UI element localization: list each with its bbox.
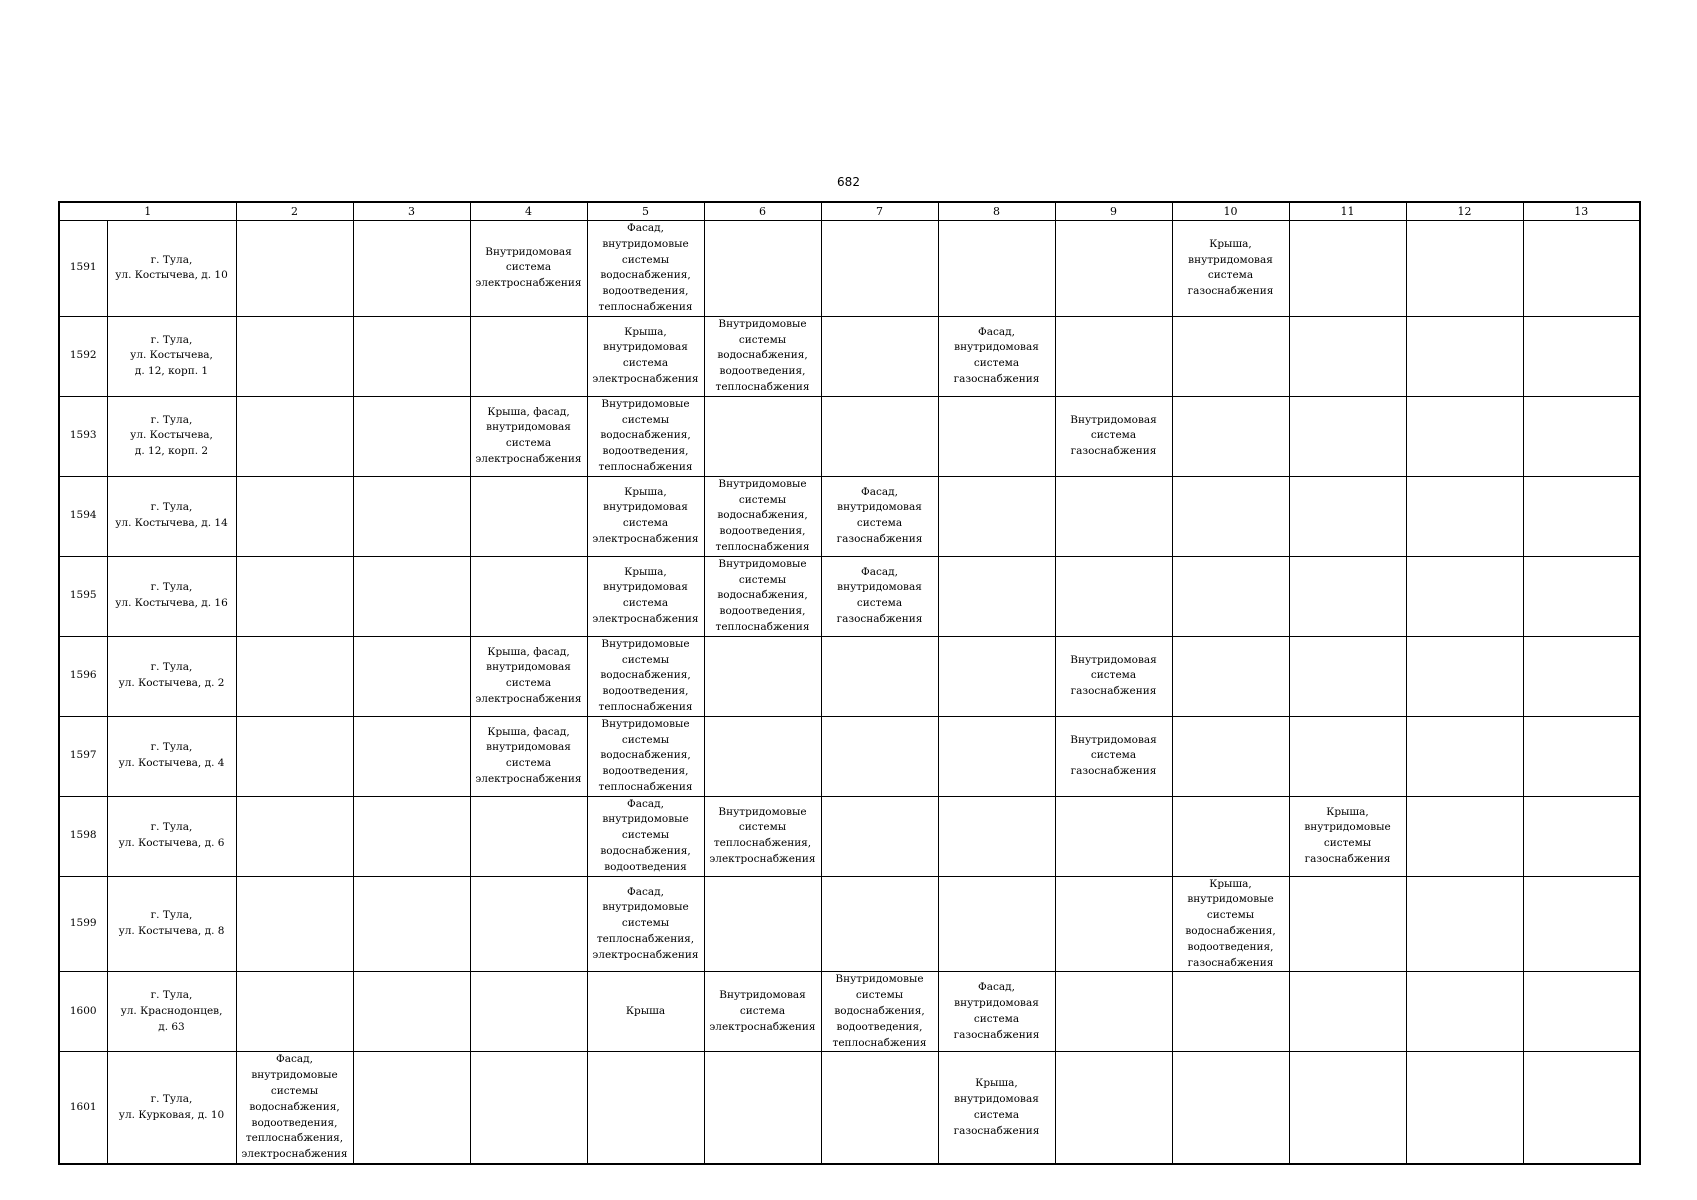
table-header [59,202,1640,221]
col-10-cell-text: Крыша, внутридомовая система газоснабжения [1187,237,1274,298]
header-col-8: 8 [938,202,1055,221]
header-col-3: 3 [353,202,470,221]
col-12-cell [1406,716,1523,796]
table-row [59,396,1640,476]
col-13-cell [1523,796,1640,876]
col-11-cell [1289,556,1406,636]
col-2-cell [236,1052,353,1164]
address-cell-text: г. Тула, ул. Костычева, д. 12, корп. 1 [130,333,213,378]
table-row [59,796,1640,876]
col-8-cell [938,972,1055,1052]
header-col-5: 5 [587,202,704,221]
col-3-cell [353,316,470,396]
row-number [59,556,107,636]
col-8-cell [938,316,1055,396]
col-10-cell-text: Крыша, внутридомовые системы водоснабжения, водоотведения, газоснабжения [1185,877,1276,969]
row-number-text: 1600 [69,1005,97,1018]
col-5-cell [587,316,704,396]
col-5-cell-text: Крыша, внутридомовая система электроснабжения [592,325,699,386]
col-9-cell [1055,396,1172,476]
col-7-cell [821,1052,938,1164]
col-3-cell [353,796,470,876]
col-6-cell [704,316,821,396]
col-5-cell [587,796,704,876]
col-8-cell [938,716,1055,796]
address-cell [107,876,236,972]
col-5-cell-text: Внутридомовые системы водоснабжения, водоотведения, теплоснабжения [598,397,693,473]
col-5-cell-text: Фасад, внутридомовые системы теплоснабжения, электроснабжения [592,885,699,961]
col-6-cell [704,636,821,716]
row-number-text: 1591 [69,261,97,274]
row-number-text: 1596 [69,669,97,682]
col-6-cell [704,876,821,972]
col-4-cell [470,972,587,1052]
col-9-cell [1055,556,1172,636]
col-7-cell [821,476,938,556]
row-number [59,972,107,1052]
row-number [59,876,107,972]
header-col-10: 10 [1172,202,1289,221]
col-5-cell [587,396,704,476]
col-8-cell [938,396,1055,476]
col-10-cell [1172,972,1289,1052]
col-4-cell [470,796,587,876]
address-cell-text: г. Тула, ул. Костычева, д. 14 [115,501,228,530]
address-cell-text: г. Тула, ул. Костычева, д. 4 [118,741,225,770]
col-6-cell [704,716,821,796]
col-5-cell [587,221,704,317]
col-7-cell [821,316,938,396]
col-3-cell [353,1052,470,1164]
col-2-cell [236,316,353,396]
row-number [59,716,107,796]
col-7-cell-text: Фасад, внутридомовая система газоснабжения [836,565,923,626]
col-10-cell [1172,1052,1289,1164]
col-13-cell [1523,316,1640,396]
col-7-cell [821,972,938,1052]
col-10-cell [1172,876,1289,972]
address-cell [107,316,236,396]
row-number-text: 1601 [69,1100,97,1113]
col-5-cell-text: Крыша, внутридомовая система электроснабжения [592,485,699,546]
header-col-12: 12 [1406,202,1523,221]
col-6-cell-text: Внутридомовая система электроснабжения [709,989,816,1033]
row-number-text: 1593 [69,429,97,442]
col-5-cell [587,876,704,972]
col-5-cell-text: Внутридомовые системы водоснабжения, водоотведения, теплоснабжения [598,637,693,713]
address-cell-text: г. Тула, ул. Курковая, д. 10 [118,1092,225,1121]
col-12-cell [1406,972,1523,1052]
col-5-cell [587,556,704,636]
col-10-cell [1172,716,1289,796]
col-11-cell [1289,1052,1406,1164]
col-9-cell [1055,316,1172,396]
col-7-cell [821,396,938,476]
col-3-cell [353,221,470,317]
col-6-cell-text: Внутридомовые системы водоснабжения, водоотведения, теплоснабжения [715,317,810,393]
col-2-cell [236,876,353,972]
col-6-cell-text: Внутридомовые системы теплоснабжения, электроснабжения [709,805,816,865]
col-12-cell [1406,556,1523,636]
col-4-cell [470,396,587,476]
row-number-text: 1597 [69,749,97,762]
table-row [59,876,1640,972]
header-col-9: 9 [1055,202,1172,221]
col-11-cell [1289,972,1406,1052]
col-13-cell [1523,1052,1640,1164]
col-6-cell [704,796,821,876]
col-12-cell [1406,1052,1523,1164]
col-11-cell [1289,396,1406,476]
address-cell [107,796,236,876]
col-6-cell [704,396,821,476]
header-col-2: 2 [236,202,353,221]
address-cell-text: г. Тула, ул. Костычева, д. 8 [118,909,225,938]
col-7-cell [821,716,938,796]
header-col-1: 1 [59,202,236,221]
table-row [59,476,1640,556]
col-5-cell-text: Фасад, внутридомовые системы водоснабжения, водоотведения, теплоснабжения [598,222,693,313]
col-2-cell [236,972,353,1052]
col-6-cell [704,476,821,556]
col-4-cell-text: Крыша, фасад, внутридомовая система электроснабжения [475,645,582,705]
col-9-cell-text: Внутридомовая система газоснабжения [1070,733,1157,778]
col-9-cell [1055,972,1172,1052]
table-row [59,972,1640,1052]
col-8-cell-text: Крыша, внутридомовая система газоснабжения [953,1077,1040,1137]
col-8-cell [938,636,1055,716]
col-4-cell [470,876,587,972]
col-3-cell [353,636,470,716]
table-row [59,716,1640,796]
col-11-cell [1289,221,1406,317]
col-2-cell-text: Фасад, внутридомовые системы водоснабжения, водоотведения, теплоснабжения, электроснабжения [241,1053,348,1161]
col-2-cell [236,476,353,556]
col-6-cell [704,556,821,636]
col-3-cell [353,556,470,636]
address-cell-text: г. Тула, ул. Костычева, д. 2 [118,661,225,690]
col-6-cell-text: Внутридомовые системы водоснабжения, водоотведения, теплоснабжения [715,477,810,553]
col-4-cell [470,636,587,716]
col-12-cell [1406,396,1523,476]
col-6-cell [704,221,821,317]
col-13-cell [1523,876,1640,972]
address-cell [107,556,236,636]
address-cell-text: г. Тула, ул. Костычева, д. 16 [115,581,228,610]
col-3-cell [353,396,470,476]
row-number [59,396,107,476]
col-12-cell [1406,796,1523,876]
page-number: 682 [837,175,860,189]
address-cell-text: г. Тула, ул. Костычева, д. 6 [118,821,225,850]
col-5-cell-text: Фасад, внутридомовые системы водоснабжения, водоотведения [600,797,691,873]
address-cell [107,396,236,476]
col-2-cell [236,556,353,636]
col-10-cell [1172,221,1289,317]
col-8-cell [938,876,1055,972]
col-7-cell [821,876,938,972]
address-cell-text: г. Тула, ул. Костычева, д. 10 [115,253,228,282]
col-5-cell-text: Внутридомовые системы водоснабжения, водоотведения, теплоснабжения [598,717,693,793]
col-8-cell-text: Фасад, внутридомовая система газоснабжения [953,981,1040,1041]
col-10-cell [1172,476,1289,556]
col-11-cell [1289,716,1406,796]
col-7-cell [821,796,938,876]
col-4-cell [470,556,587,636]
col-4-cell [470,316,587,396]
col-12-cell [1406,221,1523,317]
col-13-cell [1523,716,1640,796]
address-cell [107,716,236,796]
col-10-cell [1172,396,1289,476]
col-13-cell [1523,476,1640,556]
col-6-cell-text: Внутридомовые системы водоснабжения, водоотведения, теплоснабжения [715,557,810,633]
col-9-cell [1055,1052,1172,1164]
col-8-cell [938,556,1055,636]
col-7-cell [821,556,938,636]
row-number-text: 1599 [69,917,97,930]
address-cell [107,221,236,317]
address-cell [107,476,236,556]
col-12-cell [1406,636,1523,716]
col-7-cell-text: Внутридомовые системы водоснабжения, водоотведения, теплоснабжения [832,973,927,1049]
col-9-cell-text: Внутридомовая система газоснабжения [1070,653,1157,698]
col-9-cell [1055,716,1172,796]
col-13-cell [1523,221,1640,317]
table-body [59,221,1640,1165]
row-number-text: 1594 [69,509,97,522]
col-5-cell-text: Крыша [625,1005,666,1018]
header-col-4: 4 [470,202,587,221]
col-11-cell [1289,636,1406,716]
col-10-cell [1172,556,1289,636]
repair-schedule-table [58,201,1641,1165]
col-4-cell [470,221,587,317]
table-row [59,316,1640,396]
col-8-cell [938,796,1055,876]
col-7-cell [821,636,938,716]
col-7-cell-text: Фасад, внутридомовая система газоснабжения [836,485,923,546]
address-cell [107,636,236,716]
col-11-cell [1289,796,1406,876]
col-12-cell [1406,476,1523,556]
row-number [59,636,107,716]
col-13-cell [1523,972,1640,1052]
col-10-cell [1172,316,1289,396]
header-col-11: 11 [1289,202,1406,221]
col-8-cell [938,1052,1055,1164]
col-5-cell [587,972,704,1052]
col-5-cell [587,1052,704,1164]
col-2-cell [236,796,353,876]
header-col-13: 13 [1523,202,1640,221]
col-12-cell [1406,876,1523,972]
row-number [59,1052,107,1164]
col-4-cell-text: Внутридомовая система электроснабжения [475,245,582,290]
col-8-cell-text: Фасад, внутридомовая система газоснабжения [953,325,1040,386]
col-2-cell [236,396,353,476]
col-9-cell [1055,796,1172,876]
address-cell-text: г. Тула, ул. Краснодонцев, д. 63 [120,989,223,1033]
address-cell [107,1052,236,1164]
row-number [59,221,107,317]
col-10-cell [1172,796,1289,876]
col-9-cell-text: Внутридомовая система газоснабжения [1070,413,1157,458]
header-row [59,202,1640,221]
col-6-cell [704,972,821,1052]
col-9-cell [1055,636,1172,716]
row-number [59,316,107,396]
col-2-cell [236,636,353,716]
col-3-cell [353,716,470,796]
col-11-cell [1289,876,1406,972]
address-cell [107,972,236,1052]
header-col-7: 7 [821,202,938,221]
table-row [59,221,1640,317]
col-3-cell [353,876,470,972]
col-4-cell-text: Крыша, фасад, внутридомовая система электроснабжения [475,725,582,785]
col-2-cell [236,221,353,317]
col-2-cell [236,716,353,796]
col-5-cell [587,636,704,716]
col-13-cell [1523,396,1640,476]
row-number [59,796,107,876]
col-4-cell [470,1052,587,1164]
col-4-cell [470,476,587,556]
address-cell-text: г. Тула, ул. Костычева, д. 12, корп. 2 [130,413,213,458]
col-7-cell [821,221,938,317]
col-5-cell [587,476,704,556]
col-3-cell [353,972,470,1052]
col-6-cell [704,1052,821,1164]
col-13-cell [1523,556,1640,636]
col-3-cell [353,476,470,556]
col-4-cell [470,716,587,796]
col-9-cell [1055,221,1172,317]
col-11-cell [1289,316,1406,396]
row-number-text: 1595 [69,589,97,602]
col-11-cell [1289,476,1406,556]
col-12-cell [1406,316,1523,396]
table-row [59,556,1640,636]
header-col-6: 6 [704,202,821,221]
table-row [59,636,1640,716]
col-9-cell [1055,876,1172,972]
table-row [59,1052,1640,1164]
col-8-cell [938,476,1055,556]
col-10-cell [1172,636,1289,716]
row-number [59,476,107,556]
col-4-cell-text: Крыша, фасад, внутридомовая система электроснабжения [475,405,582,466]
col-9-cell [1055,476,1172,556]
row-number-text: 1598 [69,829,97,842]
row-number-text: 1592 [69,349,97,362]
col-11-cell-text: Крыша, внутридомовые системы газоснабжения [1304,805,1391,865]
col-5-cell [587,716,704,796]
col-13-cell [1523,636,1640,716]
col-8-cell [938,221,1055,317]
col-5-cell-text: Крыша, внутридомовая система электроснабжения [592,565,699,626]
